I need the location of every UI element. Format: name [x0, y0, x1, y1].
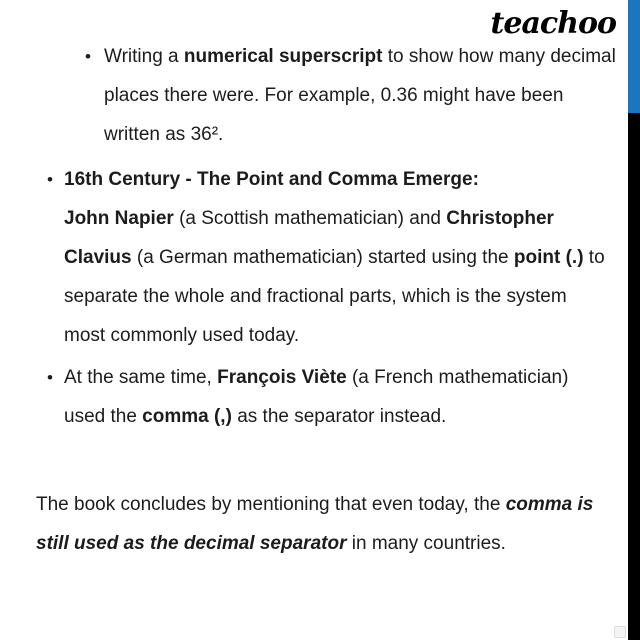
text-line — [104, 115, 640, 154]
text-segment: Clavius — [64, 247, 132, 268]
text-segment: François Viète — [217, 367, 347, 388]
text-line — [104, 37, 640, 76]
edge-bar-black — [628, 113, 640, 640]
text-segment: to — [583, 247, 605, 268]
text-line — [64, 397, 640, 436]
text-segment: (a German mathematician) started using the — [131, 247, 514, 268]
text-line — [64, 358, 640, 397]
text-segment: most commonly used today. — [64, 325, 300, 346]
teachoo-watermark-icon — [614, 626, 626, 638]
text-segment: Writing a — [104, 46, 184, 67]
text-line — [104, 76, 640, 115]
text-segment: comma is — [505, 494, 594, 515]
text-segment: in many countries. — [346, 533, 506, 554]
text-segment: numerical superscript — [183, 46, 383, 67]
bullet-icon: • — [47, 170, 53, 189]
text-segment: still used as the decimal separator — [36, 533, 347, 554]
closing-paragraph — [0, 485, 640, 563]
bullet-item — [0, 358, 640, 436]
bullet-item — [0, 160, 640, 355]
text-line — [36, 524, 640, 563]
text-line — [64, 316, 640, 355]
text-segment: 16th Century - The Point and Comma Emerge: — [64, 169, 479, 190]
text-segment: At the same time, — [64, 367, 218, 388]
bullet-icon: • — [47, 368, 53, 387]
text-segment: (a French mathematician) — [346, 367, 569, 388]
text-line — [64, 277, 640, 316]
text-segment: places there were. For example, 0.36 might have been — [104, 85, 564, 106]
bullet-icon: • — [85, 47, 91, 66]
text-segment: The book concludes by mentioning that even today, the — [36, 494, 506, 515]
bullet-item — [0, 37, 640, 154]
text-line — [64, 199, 640, 238]
text-segment: (a Scottish mathematician) and — [173, 208, 447, 229]
text-segment: separate the whole and fractional parts, which is the system — [64, 286, 567, 307]
text-segment: Christopher — [446, 208, 554, 229]
text-segment: used the — [64, 406, 143, 427]
edge-bar-blue — [628, 0, 640, 113]
teachoo-logo: teachoo — [490, 6, 616, 41]
text-segment: as the separator instead. — [231, 406, 447, 427]
text-segment: to show how many decimal — [382, 46, 616, 67]
text-segment: point (.) — [513, 247, 584, 268]
text-line — [36, 485, 640, 524]
text-segment: comma (,) — [142, 406, 232, 427]
text-segment: John Napier — [64, 208, 174, 229]
text-line — [64, 238, 640, 277]
text-line — [64, 160, 640, 199]
slide-content — [0, 37, 640, 563]
text-segment: written as 36². — [104, 124, 224, 145]
